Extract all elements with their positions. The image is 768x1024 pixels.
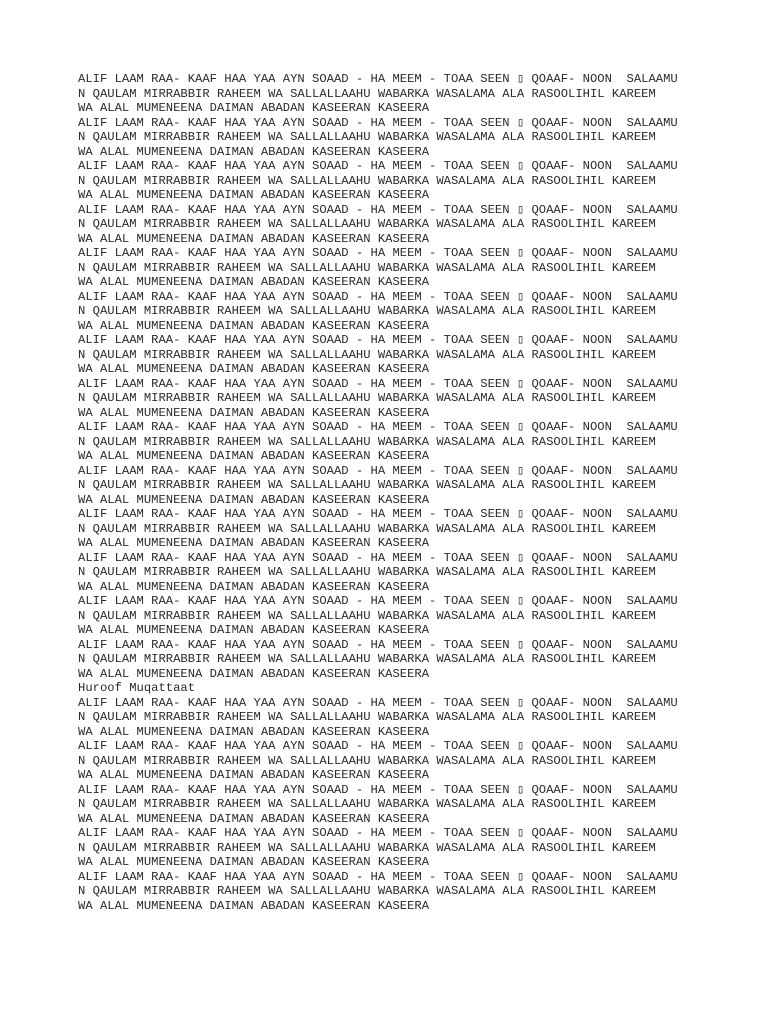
text-block: [78, 377, 718, 421]
text-line: ALIF LAAM RAA- KAAF HAA YAA AYN SOAAD - HA MEEM - TOAA SEEN ▯ QOAAF- NOON SALAAMU: [78, 376, 678, 391]
text-line: ALIF LAAM RAA- KAAF HAA YAA AYN SOAAD - HA MEEM - TOAA SEEN ▯ QOAAF- NOON SALAAMU: [78, 202, 678, 217]
text-line: ALIF LAAM RAA- KAAF HAA YAA AYN SOAAD - HA MEEM - TOAA SEEN ▯ QOAAF- NOON SALAAMU: [78, 594, 678, 608]
text-block: [78, 464, 718, 508]
text-block: [78, 638, 718, 682]
text-line: ALIF LAAM RAA- KAAF HAA YAA AYN SOAAD - HA MEEM - TOAA SEEN ▯ QOAAF- NOON SALAAMU: [78, 420, 678, 434]
text-line: N QAULAM MIRRABBIR RAHEEM WA SALLALLAAHU WABARKA WASALAMA ALA RASOOLIHIL KAREEM: [78, 86, 656, 101]
text-line: WA ALAL MUMENEENA DAIMAN ABADAN KASEERAN KASEERA: [78, 101, 430, 115]
text-block: [78, 594, 718, 638]
text-line: WA ALAL MUMENEENA DAIMAN ABADAN KASEERAN KASEERA: [78, 855, 430, 869]
text-line: N QAULAM MIRRABBIR RAHEEM WA SALLALLAAHU WABARKA WASALAMA ALA RASOOLIHIL KAREEM: [78, 478, 656, 492]
text-block: [78, 203, 718, 247]
text-line: WA ALAL MUMENEENA DAIMAN ABADAN KASEERAN KASEERA: [78, 231, 430, 246]
section-heading: Huroof Muqattaat: [78, 681, 196, 695]
text-block: [78, 159, 718, 203]
text-line: WA ALAL MUMENEENA DAIMAN ABADAN KASEERAN KASEERA: [78, 623, 430, 637]
text-line: WA ALAL MUMENEENA DAIMAN ABADAN KASEERAN KASEERA: [78, 811, 430, 826]
text-line: ALIF LAAM RAA- KAAF HAA YAA AYN SOAAD - HA MEEM - TOAA SEEN ▯ QOAAF- NOON SALAAMU: [78, 739, 678, 753]
text-line: WA ALAL MUMENEENA DAIMAN ABADAN KASEERAN KASEERA: [78, 405, 430, 420]
text-body: [78, 72, 718, 913]
text-block: [78, 290, 718, 334]
text-line: ALIF LAAM RAA- KAAF HAA YAA AYN SOAAD - HA MEEM - TOAA SEEN ▯ QOAAF- NOON SALAAMU: [78, 826, 678, 840]
text-block: [78, 826, 718, 870]
text-line: N QAULAM MIRRABBIR RAHEEM WA SALLALLAAHU WABARKA WASALAMA ALA RASOOLIHIL KAREEM: [78, 173, 656, 188]
text-block: [78, 333, 718, 377]
text-line: WA ALAL MUMENEENA DAIMAN ABADAN KASEERAN KASEERA: [78, 188, 430, 202]
text-block: [78, 246, 718, 290]
text-line: ALIF LAAM RAA- KAAF HAA YAA AYN SOAAD - HA MEEM - TOAA SEEN ▯ QOAAF- NOON SALAAMU: [78, 869, 678, 884]
text-line: ALIF LAAM RAA- KAAF HAA YAA AYN SOAAD - HA MEEM - TOAA SEEN ▯ QOAAF- NOON SALAAMU: [78, 333, 678, 347]
text-block: [78, 696, 718, 740]
text-line: ALIF LAAM RAA- KAAF HAA YAA AYN SOAAD - HA MEEM - TOAA SEEN ▯ QOAAF- NOON SALAAMU: [78, 782, 678, 797]
text-block: [78, 551, 718, 595]
text-line: WA ALAL MUMENEENA DAIMAN ABADAN KASEERAN KASEERA: [78, 144, 430, 159]
text-line: N QAULAM MIRRABBIR RAHEEM WA SALLALLAAHU WABARKA WASALAMA ALA RASOOLIHIL KAREEM: [78, 565, 656, 579]
text-line: ALIF LAAM RAA- KAAF HAA YAA AYN SOAAD - HA MEEM - TOAA SEEN ▯ QOAAF- NOON SALAAMU: [78, 72, 678, 86]
text-line: WA ALAL MUMENEENA DAIMAN ABADAN KASEERAN KASEERA: [78, 536, 430, 550]
text-line: WA ALAL MUMENEENA DAIMAN ABADAN KASEERAN KASEERA: [78, 492, 430, 507]
text-line: WA ALAL MUMENEENA DAIMAN ABADAN KASEERAN KASEERA: [78, 898, 430, 913]
text-line: N QAULAM MIRRABBIR RAHEEM WA SALLALLAAHU WABARKA WASALAMA ALA RASOOLIHIL KAREEM: [78, 434, 656, 449]
text-line: WA ALAL MUMENEENA DAIMAN ABADAN KASEERAN KASEERA: [78, 275, 430, 289]
text-line: ALIF LAAM RAA- KAAF HAA YAA AYN SOAAD - HA MEEM - TOAA SEEN ▯ QOAAF- NOON SALAAMU: [78, 550, 678, 565]
text-line: ALIF LAAM RAA- KAAF HAA YAA AYN SOAAD - HA MEEM - TOAA SEEN ▯ QOAAF- NOON SALAAMU: [78, 246, 678, 260]
text-line: WA ALAL MUMENEENA DAIMAN ABADAN KASEERAN KASEERA: [78, 579, 430, 594]
text-line: N QAULAM MIRRABBIR RAHEEM WA SALLALLAAHU WABARKA WASALAMA ALA RASOOLIHIL KAREEM: [78, 347, 656, 362]
text-line: N QAULAM MIRRABBIR RAHEEM WA SALLALLAAHU WABARKA WASALAMA ALA RASOOLIHIL KAREEM: [78, 884, 656, 898]
text-line: N QAULAM MIRRABBIR RAHEEM WA SALLALLAAHU WABARKA WASALAMA ALA RASOOLIHIL KAREEM: [78, 304, 656, 318]
text-line: WA ALAL MUMENEENA DAIMAN ABADAN KASEERAN KASEERA: [78, 449, 430, 463]
text-line: N QAULAM MIRRABBIR RAHEEM WA SALLALLAAHU WABARKA WASALAMA ALA RASOOLIHIL KAREEM: [78, 260, 656, 275]
text-line: ALIF LAAM RAA- KAAF HAA YAA AYN SOAAD - HA MEEM - TOAA SEEN ▯ QOAAF- NOON SALAAMU: [78, 507, 678, 521]
text-line: WA ALAL MUMENEENA DAIMAN ABADAN KASEERAN KASEERA: [78, 768, 430, 782]
text-block: [78, 783, 718, 827]
text-line: ALIF LAAM RAA- KAAF HAA YAA AYN SOAAD - HA MEEM - TOAA SEEN ▯ QOAAF- NOON SALAAMU: [78, 289, 678, 304]
text-block: [78, 739, 718, 783]
text-line: N QAULAM MIRRABBIR RAHEEM WA SALLALLAAHU WABARKA WASALAMA ALA RASOOLIHIL KAREEM: [78, 710, 656, 724]
text-line: ALIF LAAM RAA- KAAF HAA YAA AYN SOAAD - HA MEEM - TOAA SEEN ▯ QOAAF- NOON SALAAMU: [78, 115, 678, 130]
text-line: WA ALAL MUMENEENA DAIMAN ABADAN KASEERAN KASEERA: [78, 362, 430, 376]
text-line: N QAULAM MIRRABBIR RAHEEM WA SALLALLAAHU WABARKA WASALAMA ALA RASOOLIHIL KAREEM: [78, 753, 656, 768]
text-block: [78, 507, 718, 551]
text-block: [78, 420, 718, 464]
text-line: N QAULAM MIRRABBIR RAHEEM WA SALLALLAAHU WABARKA WASALAMA ALA RASOOLIHIL KAREEM: [78, 217, 656, 231]
text-line: N QAULAM MIRRABBIR RAHEEM WA SALLALLAAHU WABARKA WASALAMA ALA RASOOLIHIL KAREEM: [78, 652, 656, 666]
text-block: [78, 72, 718, 116]
text-line: ALIF LAAM RAA- KAAF HAA YAA AYN SOAAD - HA MEEM - TOAA SEEN ▯ QOAAF- NOON SALAAMU: [78, 463, 678, 478]
text-line: N QAULAM MIRRABBIR RAHEEM WA SALLALLAAHU WABARKA WASALAMA ALA RASOOLIHIL KAREEM: [78, 391, 656, 405]
text-line: ALIF LAAM RAA- KAAF HAA YAA AYN SOAAD - HA MEEM - TOAA SEEN ▯ QOAAF- NOON SALAAMU: [78, 637, 678, 652]
text-line: N QAULAM MIRRABBIR RAHEEM WA SALLALLAAHU WABARKA WASALAMA ALA RASOOLIHIL KAREEM: [78, 130, 656, 144]
text-line: WA ALAL MUMENEENA DAIMAN ABADAN KASEERAN KASEERA: [78, 318, 430, 333]
text-line: ALIF LAAM RAA- KAAF HAA YAA AYN SOAAD - HA MEEM - TOAA SEEN ▯ QOAAF- NOON SALAAMU: [78, 695, 678, 710]
text-line: N QAULAM MIRRABBIR RAHEEM WA SALLALLAAHU WABARKA WASALAMA ALA RASOOLIHIL KAREEM: [78, 608, 656, 623]
text-block: [78, 870, 718, 914]
text-line: WA ALAL MUMENEENA DAIMAN ABADAN KASEERAN KASEERA: [78, 666, 430, 681]
text-line: N QAULAM MIRRABBIR RAHEEM WA SALLALLAAHU WABARKA WASALAMA ALA RASOOLIHIL KAREEM: [78, 840, 656, 855]
text-line: ALIF LAAM RAA- KAAF HAA YAA AYN SOAAD - HA MEEM - TOAA SEEN ▯ QOAAF- NOON SALAAMU: [78, 159, 678, 173]
text-line: N QAULAM MIRRABBIR RAHEEM WA SALLALLAAHU WABARKA WASALAMA ALA RASOOLIHIL KAREEM: [78, 797, 656, 811]
text-block: [78, 116, 718, 160]
text-line: WA ALAL MUMENEENA DAIMAN ABADAN KASEERAN KASEERA: [78, 724, 430, 739]
text-line: N QAULAM MIRRABBIR RAHEEM WA SALLALLAAHU WABARKA WASALAMA ALA RASOOLIHIL KAREEM: [78, 521, 656, 536]
